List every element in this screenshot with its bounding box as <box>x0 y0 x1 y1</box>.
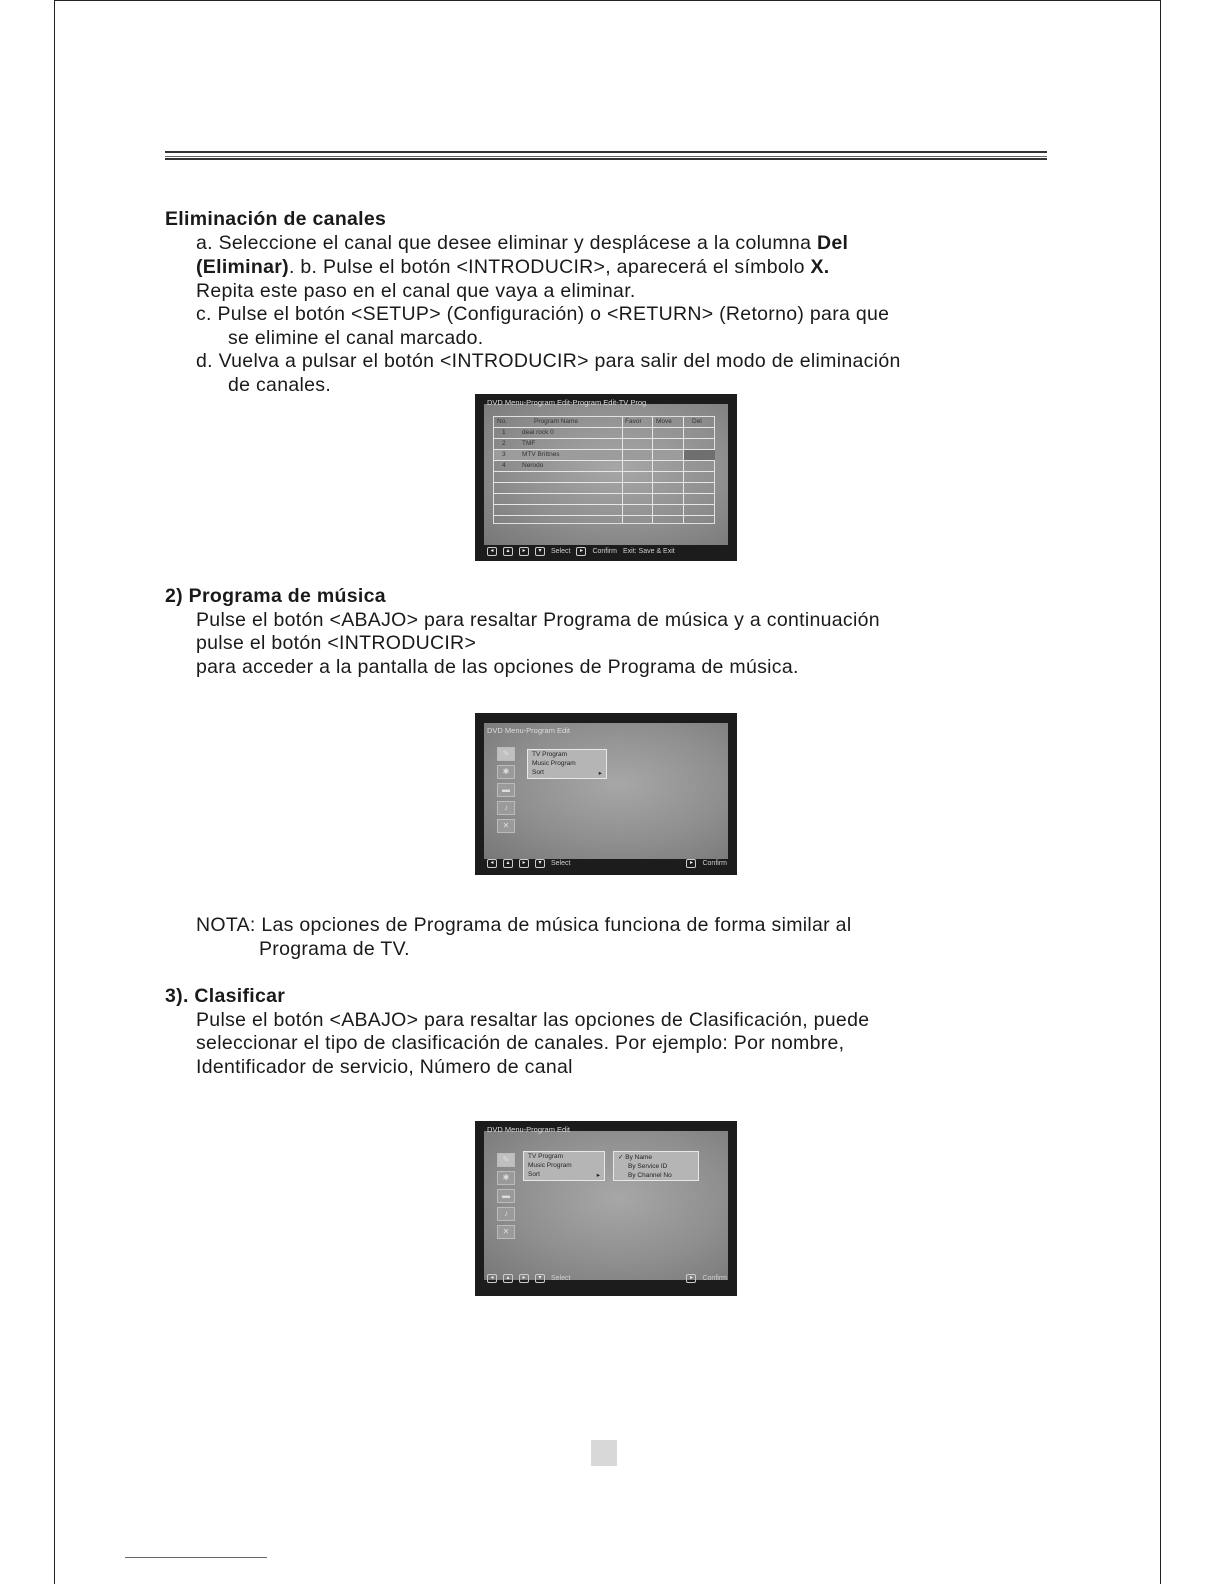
row-no: 3 <box>502 451 506 458</box>
footer-confirm: Confirm <box>702 1275 727 1282</box>
screenshot-program-edit-table <box>475 394 737 561</box>
step-c-line2: se elimine el canal marcado. <box>228 327 484 349</box>
footer-select: Select <box>551 1275 571 1282</box>
submenu-item-by-channel-no[interactable]: By Channel No <box>628 1172 672 1179</box>
sort-line1: Pulse el botón <ABAJO> para resaltar las opciones de Clasificación, puede <box>196 1009 870 1031</box>
menu-item-sort[interactable] <box>528 768 606 778</box>
section-heading-delete-channels: Eliminación de canales <box>165 208 387 230</box>
program-menu <box>523 1151 605 1181</box>
down-arrow-icon: ▾ <box>535 1274 545 1283</box>
chevron-right-icon: ▸ <box>598 770 602 777</box>
down-arrow-icon: ▾ <box>535 859 545 868</box>
sort-line2: seleccionar el tipo de clasificación de canales. Por ejemplo: Por nombre, <box>196 1032 845 1054</box>
step-d-line1: d. Vuelva a pulsar el botón <INTRODUCIR> para salir del modo de eliminación <box>196 350 901 372</box>
program-table <box>493 416 715 524</box>
table-row[interactable] <box>494 428 714 439</box>
section-heading-music-program: 2) Programa de música <box>165 585 386 607</box>
page-number-box <box>591 1440 617 1466</box>
footer-select: Select <box>551 860 571 867</box>
table-row-empty <box>494 483 714 494</box>
music-icon[interactable]: ♪ <box>497 801 515 815</box>
footer-confirm: Confirm <box>702 860 727 867</box>
note-line1: NOTA: Las opciones de Programa de música funciona de forma similar al <box>196 914 852 936</box>
step-d-line2: de canales. <box>228 374 332 396</box>
menu-item-sort[interactable] <box>524 1170 604 1180</box>
menu-item-sort-label: Sort <box>532 769 544 776</box>
step-a-text: a. Seleccione el canal que desee eliminar y desplácese a la columna <box>196 232 817 254</box>
picture-icon[interactable]: ▬ <box>497 783 515 797</box>
search-icon[interactable]: ✱ <box>497 1171 515 1185</box>
screenshot-footer <box>487 546 727 557</box>
screenshot-screen <box>484 723 728 859</box>
table-row-empty <box>494 505 714 516</box>
del-cell-highlight[interactable] <box>683 450 715 460</box>
row-name: deal rock 0 <box>522 429 554 436</box>
music-line3: para acceder a la pantalla de las opciones de Programa de música. <box>196 656 799 678</box>
footer-confirm: Confirm <box>592 548 617 555</box>
step-a-line3: Repita este paso en el canal que vaya a eliminar. <box>196 280 636 302</box>
step-c-line1: c. Pulse el botón <SETUP> (Configuración) o <RETURN> (Retorno) para que <box>196 303 890 325</box>
footer-select: Select <box>551 548 571 555</box>
row-name: TMF <box>522 440 536 447</box>
sort-submenu <box>613 1151 699 1181</box>
col-header-name: Program Name <box>534 418 579 425</box>
close-icon[interactable]: ✕ <box>497 819 515 833</box>
down-arrow-icon: ▾ <box>535 547 545 556</box>
program-edit-icon[interactable]: ✎ <box>497 1153 515 1167</box>
col-header-del: Del <box>692 418 702 425</box>
table-row[interactable] <box>494 439 714 450</box>
right-arrow-icon: ▸ <box>519 1274 529 1283</box>
column-divider <box>622 417 623 523</box>
table-row-empty <box>494 472 714 483</box>
row-name: MTV Brittnes <box>522 451 560 458</box>
footer-exit: Exit: Save & Exit <box>622 548 675 555</box>
row-no: 2 <box>502 440 506 447</box>
music-line2: pulse el botón <INTRODUCIR> <box>196 632 477 654</box>
right-arrow-icon: ▸ <box>519 547 529 556</box>
menu-sidebar <box>493 1153 519 1239</box>
screenshot-title: DVD Menu-Program Edit <box>487 1125 570 1134</box>
menu-sidebar <box>493 747 519 833</box>
menu-item-sort-label: Sort <box>528 1171 540 1178</box>
step-a-line2 <box>196 256 830 280</box>
menu-item-music-program[interactable]: Music Program <box>528 1162 572 1169</box>
step-a-line1 <box>196 232 848 256</box>
screenshot-title: DVD Menu-Program Edit <box>487 726 570 735</box>
section-heading-sort: 3). Clasificar <box>165 985 286 1007</box>
submenu-item-by-name[interactable] <box>614 1152 698 1162</box>
submenu-item-by-name-label: By Name <box>625 1154 652 1161</box>
sort-line3: Identificador de servicio, Número de canal <box>196 1056 573 1078</box>
screenshot-footer <box>487 858 727 869</box>
enter-icon: ▸ <box>686 859 696 868</box>
submenu-item-by-service-id[interactable]: By Service ID <box>628 1163 668 1170</box>
row-no: 1 <box>502 429 506 436</box>
step-b-text: . b. Pulse el botón <INTRODUCIR>, aparecerá el símbolo <box>288 256 811 278</box>
left-arrow-icon: ◂ <box>487 547 497 556</box>
column-divider <box>683 417 684 523</box>
menu-item-tv-program[interactable]: TV Program <box>528 1153 564 1160</box>
left-arrow-icon: ◂ <box>487 1274 497 1283</box>
note-line2: Programa de TV. <box>259 938 410 960</box>
table-row-selected[interactable] <box>494 450 714 461</box>
enter-icon: ▸ <box>576 547 586 556</box>
row-no: 4 <box>502 462 506 469</box>
col-header-move: Move <box>656 418 672 425</box>
col-header-favor: Favor <box>625 418 642 425</box>
enter-icon: ▸ <box>686 1274 696 1283</box>
check-icon: ✓ <box>618 1154 626 1161</box>
menu-item-tv-program[interactable]: TV Program <box>532 751 568 758</box>
x-symbol: X. <box>810 256 830 278</box>
menu-item-music-program[interactable]: Music Program <box>532 760 576 767</box>
right-arrow-icon: ▸ <box>519 859 529 868</box>
search-icon[interactable]: ✱ <box>497 765 515 779</box>
table-header-row <box>494 417 714 428</box>
chevron-right-icon: ▸ <box>596 1172 600 1179</box>
program-menu <box>527 749 607 779</box>
up-arrow-icon: ▴ <box>503 859 513 868</box>
music-icon[interactable]: ♪ <box>497 1207 515 1221</box>
table-row[interactable] <box>494 461 714 472</box>
close-icon[interactable]: ✕ <box>497 1225 515 1239</box>
program-edit-icon[interactable]: ✎ <box>497 747 515 761</box>
up-arrow-icon: ▴ <box>503 547 513 556</box>
screenshot-title: DVD Menu-Program Edit-Program Edit-TV Prog <box>487 398 647 407</box>
table-row-empty <box>494 494 714 505</box>
column-divider <box>652 417 653 523</box>
row-name: Nerodo <box>522 462 544 469</box>
up-arrow-icon: ▴ <box>503 1274 513 1283</box>
screenshot-sort-menu <box>475 1121 737 1296</box>
del-label: Del <box>816 232 849 254</box>
music-line1: Pulse el botón <ABAJO> para resaltar Programa de música y a continuación <box>196 609 880 631</box>
footer-underline <box>125 1557 267 1558</box>
picture-icon[interactable]: ▬ <box>497 1189 515 1203</box>
screenshot-footer <box>487 1273 727 1284</box>
eliminar-label: (Eliminar) <box>196 256 289 278</box>
screenshot-program-menu <box>475 713 737 875</box>
col-header-no: No. <box>497 418 508 425</box>
header-rule <box>165 151 1047 160</box>
left-arrow-icon: ◂ <box>487 859 497 868</box>
